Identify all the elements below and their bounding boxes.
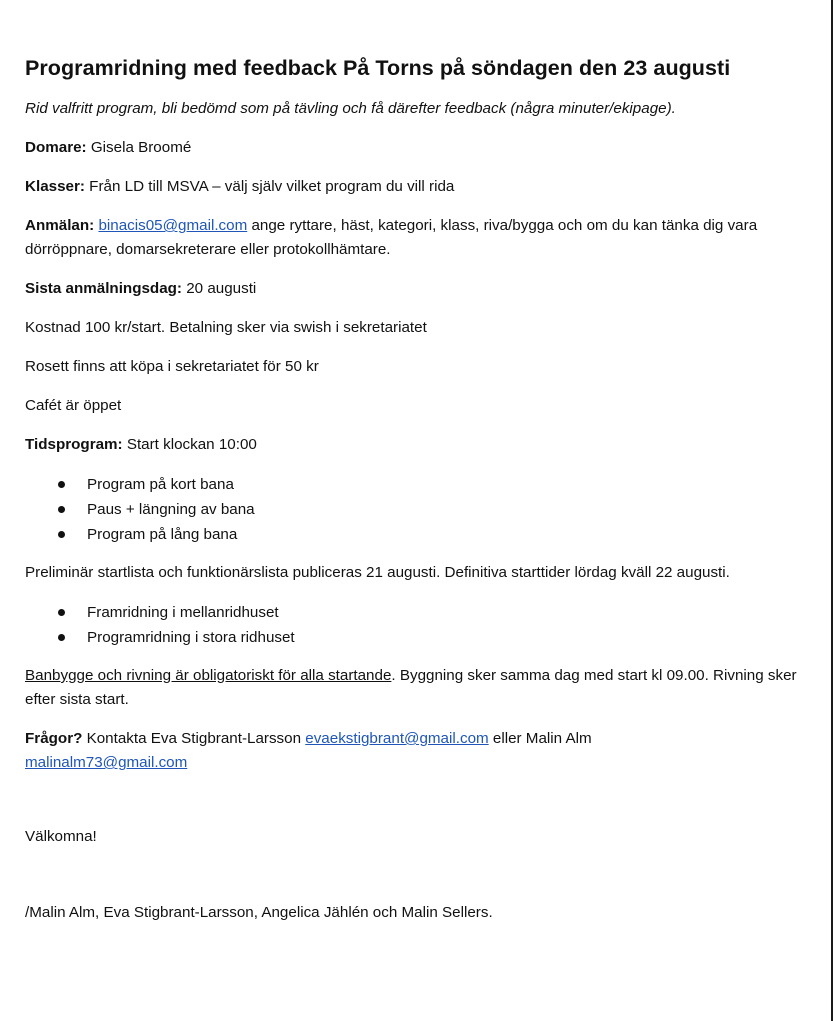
questions-text-2: eller Malin Alm (488, 730, 592, 747)
building-line (25, 664, 823, 712)
schedule-list (25, 472, 823, 547)
eva-email-link[interactable]: evaekstigbrant@gmail.com (305, 730, 489, 747)
questions-text-1: Kontakta Eva Stigbrant-Larsson (82, 730, 306, 747)
classes-label: Klasser: (25, 178, 85, 195)
classes-line (25, 175, 823, 199)
list-item: Paus + längning av bana (87, 497, 823, 522)
list-item: Programridning i stora ridhuset (87, 625, 823, 650)
signup-email-link[interactable]: binacis05@gmail.com (98, 217, 248, 234)
venue-list (25, 600, 823, 650)
list-item: Program på lång bana (87, 522, 823, 547)
building-obligation: Banbygge och rivning är obligatoriskt för alla startande (25, 667, 392, 684)
signup-label: Anmälan: (25, 217, 95, 234)
welcome-line: Välkomna! (25, 828, 97, 845)
list-item: Framridning i mellanridhuset (87, 600, 823, 625)
deadline-label: Sista anmälningsdag: (25, 280, 182, 297)
intro-text: Rid valfritt program, bli bedömd som på tävling och få därefter feedback (några minuter/ekipage). (25, 100, 676, 117)
schedule-value: Start klockan 10:00 (122, 436, 257, 453)
building-rest: . Byggning sker samma dag med start kl 09.00. Rivning sker efter sista start. (25, 667, 797, 708)
signature-line: /Malin Alm, Eva Stigbrant-Larsson, Angelica Jählén och Malin Sellers. (25, 904, 493, 921)
deadline-value: 20 augusti (181, 280, 257, 297)
schedule-line (25, 433, 823, 457)
cost-line: Kostnad 100 kr/start. Betalning sker via swish i sekretariatet (25, 319, 427, 336)
questions-line (25, 727, 823, 775)
judge-label: Domare: (25, 139, 87, 156)
list-item: Program på kort bana (87, 472, 823, 497)
signup-text: ange ryttare, häst, kategori, klass, riva/bygga och om du kan tänka dig vara dörröppnare, domarsekreterare eller protokollhämtare. (25, 217, 758, 258)
judge-value: Gisela Broomé (86, 139, 192, 156)
document-title: Programridning med feedback På Torns på söndagen den 23 augusti (25, 56, 731, 80)
startlist-line: Preliminär startlista och funktionärslista publiceras 21 augusti. Definitiva starttider lördag kväll 22 augusti. (25, 564, 730, 581)
questions-label: Frågor? (25, 730, 83, 747)
schedule-label: Tidsprogram: (25, 436, 123, 453)
cafe-line: Cafét är öppet (25, 397, 122, 414)
judge-line (25, 136, 823, 160)
rosette-line: Rosett finns att köpa i sekretariatet för 50 kr (25, 358, 319, 375)
deadline-line (25, 277, 823, 301)
signup-line (25, 214, 823, 262)
classes-value: Från LD till MSVA – välj själv vilket program du vill rida (84, 178, 455, 195)
malin-email-link[interactable]: malinalm73@gmail.com (25, 754, 188, 771)
